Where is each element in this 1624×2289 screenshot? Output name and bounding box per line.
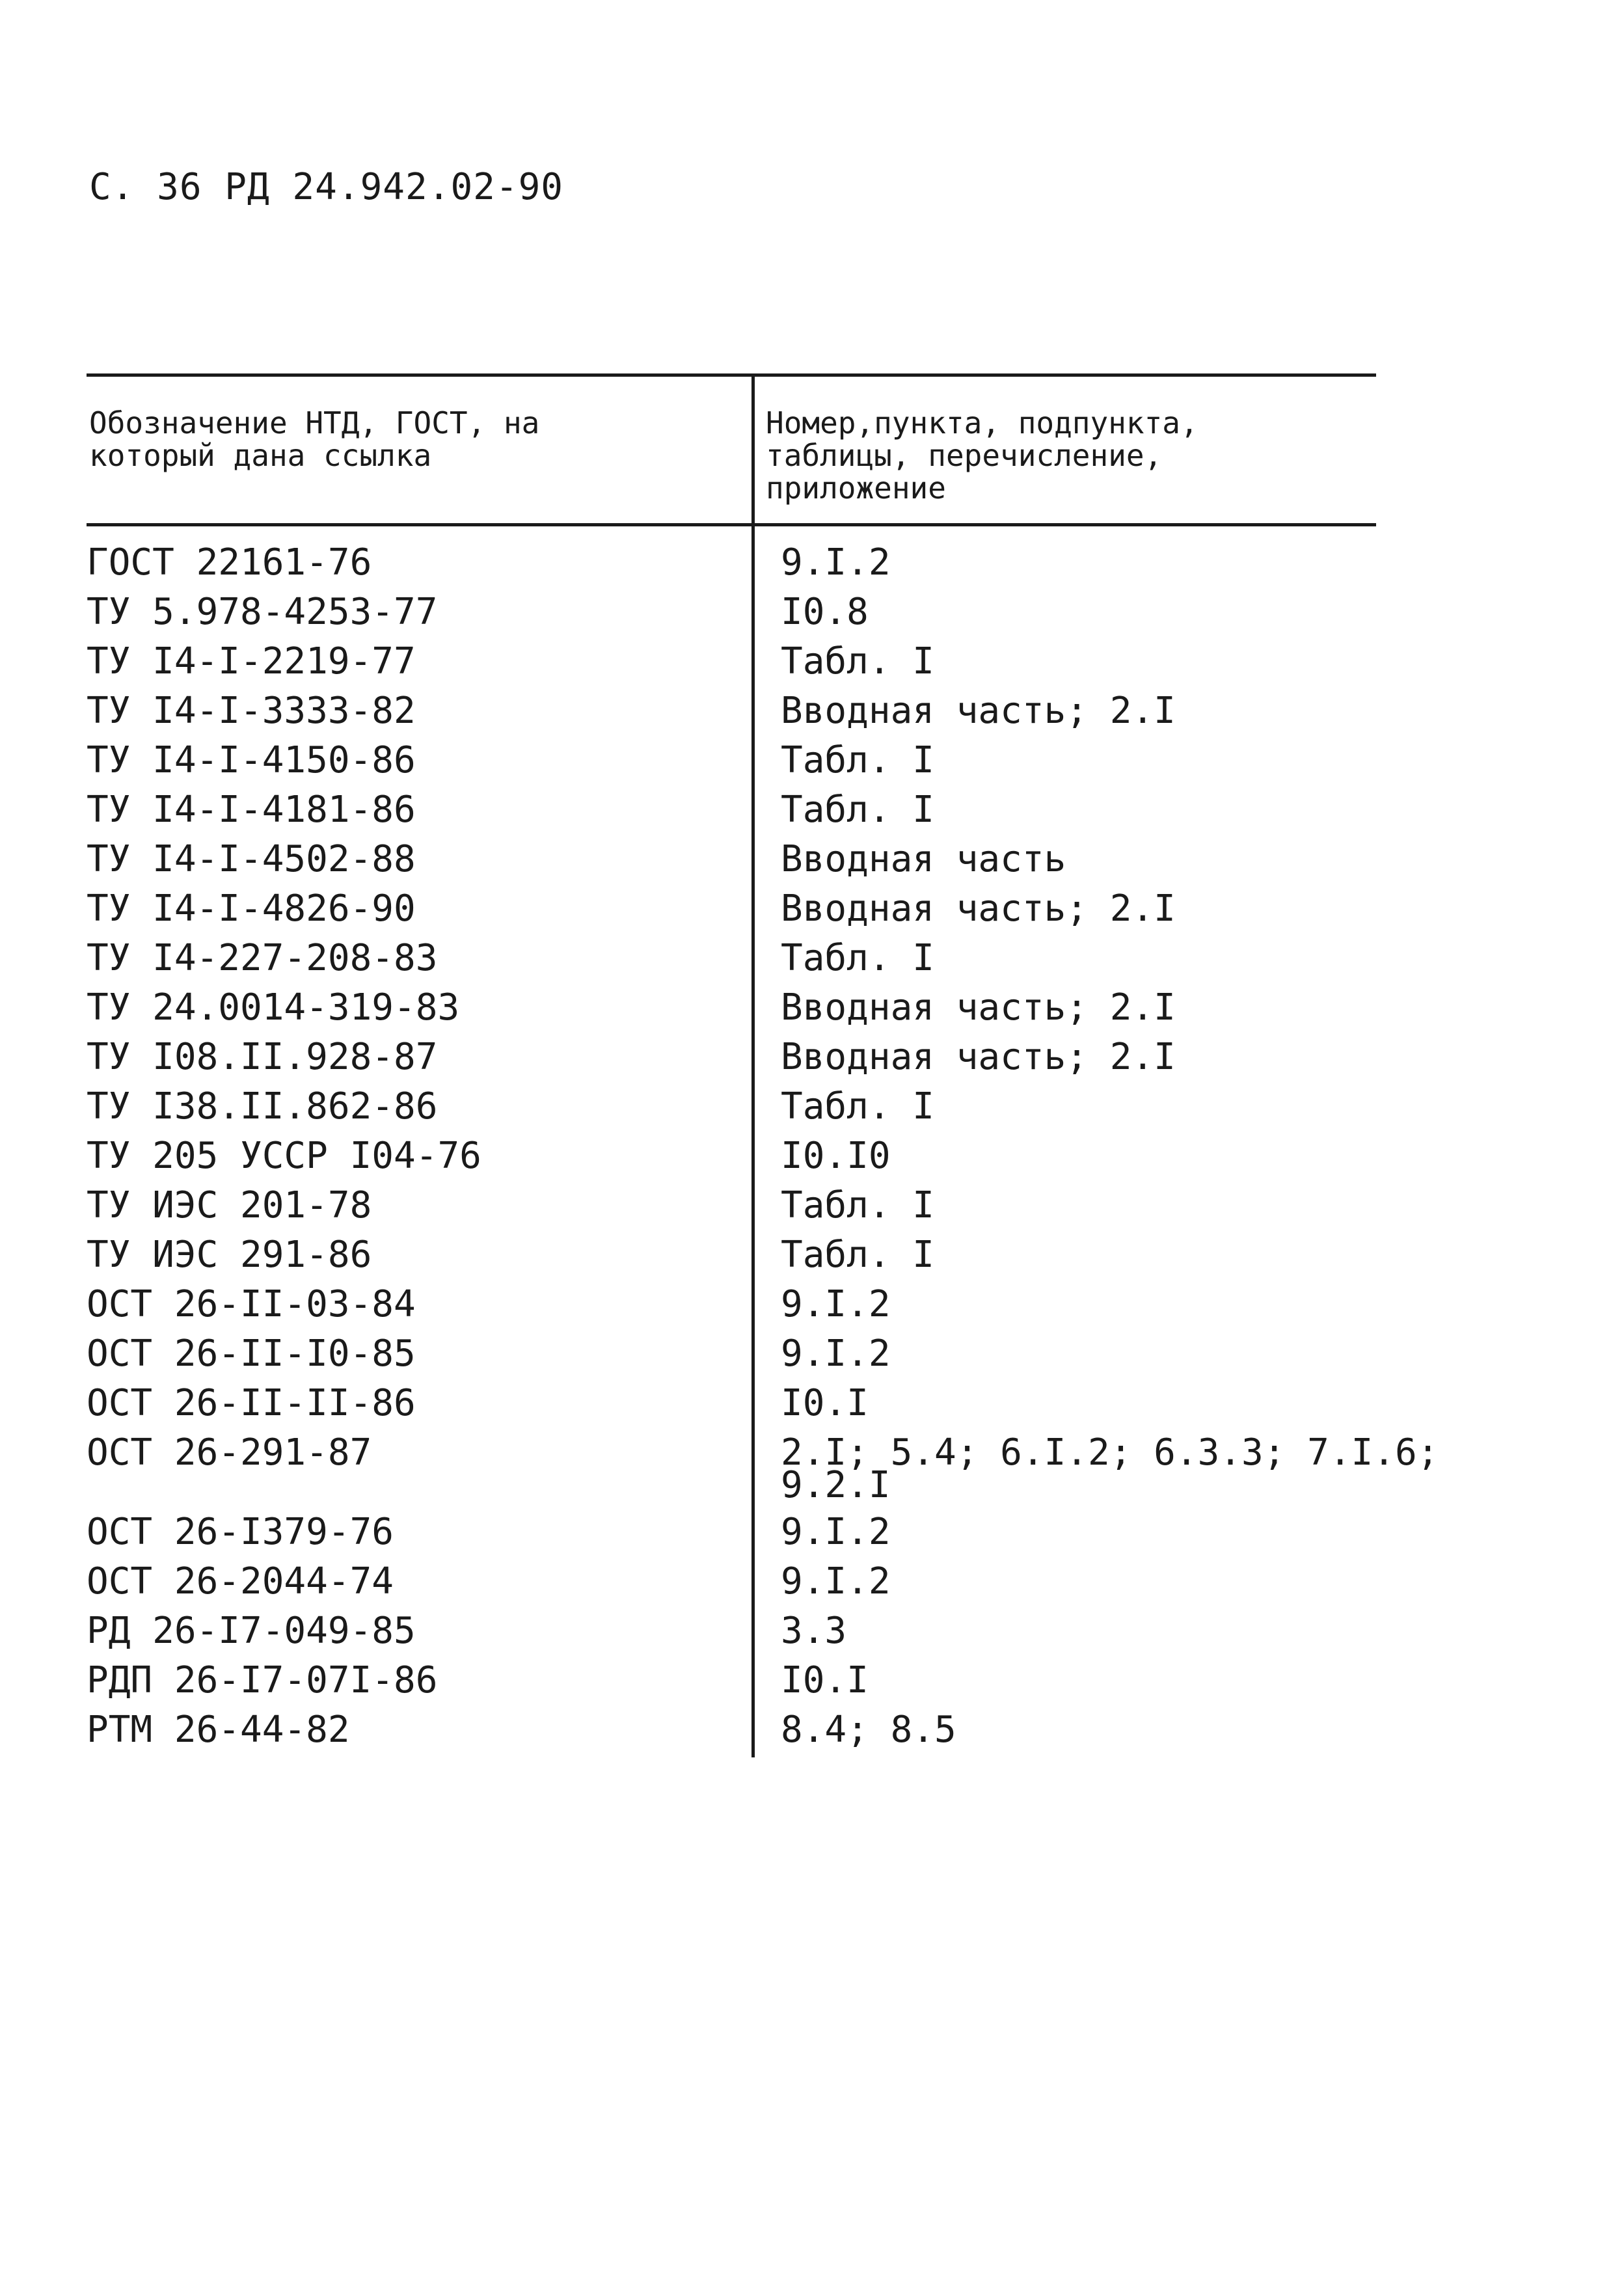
reference-cell: ТУ 24.0014-319-83 (87, 986, 460, 1029)
table-row (0, 1283, 1624, 1338)
reference-cell: ОСТ 26-291-87 (87, 1431, 372, 1474)
reference-cell: ТУ I4-I-4826-90 (87, 887, 416, 930)
reference-cell: РД 26-I7-049-85 (87, 1610, 416, 1652)
table-row (0, 1135, 1624, 1189)
table-header-rule (87, 523, 1376, 526)
sections-cell: Табл. I (781, 1085, 935, 1128)
reference-cell: ТУ I38.II.862-86 (87, 1085, 438, 1128)
reference-cell: ТУ 205 УССР I04-76 (87, 1135, 481, 1177)
reference-cell: ТУ I4-I-2219-77 (87, 640, 416, 683)
table-row (0, 1085, 1624, 1140)
table-row (0, 1709, 1624, 1763)
table-row (0, 1511, 1624, 1565)
reference-cell: ТУ 5.978-4253-77 (87, 591, 438, 633)
reference-cell: ТУ ИЭС 291-86 (87, 1234, 372, 1276)
sections-cell: Вводная часть (781, 838, 1066, 880)
sections-cell: 9.I.2 (781, 1560, 891, 1603)
table-row (0, 541, 1624, 596)
table-body (0, 541, 1624, 1763)
reference-cell: ТУ I4-I-4502-88 (87, 838, 416, 880)
sections-cell: I0.I (781, 1382, 869, 1424)
table-row (0, 640, 1624, 695)
sections-cell: I0.I0 (781, 1135, 891, 1177)
table-row (0, 1659, 1624, 1714)
table-row (0, 591, 1624, 645)
sections-cell: Вводная часть; 2.I (781, 1036, 1176, 1078)
reference-cell: ТУ ИЭС 201-78 (87, 1184, 372, 1226)
sections-cell: Табл. I (781, 1234, 935, 1276)
table-row (0, 887, 1624, 942)
table-row (0, 937, 1624, 992)
table-row (0, 1333, 1624, 1387)
reference-cell: ТУ I4-227-208-83 (87, 937, 438, 979)
table-row (0, 1382, 1624, 1437)
reference-cell: ГОСТ 22161-76 (87, 541, 372, 584)
sections-cell: I0.8 (781, 591, 869, 633)
sections-cell: Табл. I (781, 739, 935, 781)
table-row (0, 1036, 1624, 1090)
sections-cell: 9.I.2 (781, 1511, 891, 1553)
table-row (0, 838, 1624, 893)
sections-cell: 9.I.2 (781, 1283, 891, 1325)
sections-cell: 9.I.2 (781, 541, 891, 584)
sections-cell: 9.I.2 (781, 1333, 891, 1375)
table-row (0, 789, 1624, 843)
table-row (0, 1234, 1624, 1288)
reference-cell: ТУ I4-I-4150-86 (87, 739, 416, 781)
sections-cell: Вводная часть; 2.I (781, 887, 1176, 930)
sections-cell: Табл. I (781, 640, 935, 683)
sections-cell: Табл. I (781, 789, 935, 831)
table-row (0, 1431, 1624, 1516)
reference-cell: ТУ I08.II.928-87 (87, 1036, 438, 1078)
reference-cell: ОСТ 26-2044-74 (87, 1560, 394, 1603)
reference-cell: ТУ I4-I-4181-86 (87, 789, 416, 831)
page-header: С. 36 РД 24.942.02-90 (89, 166, 564, 208)
table-top-rule (87, 373, 1376, 377)
column-header-reference: Обозначение НТД, ГОСТ, на который дана ссылка (89, 405, 540, 473)
reference-cell: РДП 26-I7-07I-86 (87, 1659, 438, 1701)
table-row (0, 1610, 1624, 1664)
sections-cell: 3.3 (781, 1610, 847, 1652)
reference-cell: ОСТ 26-II-03-84 (87, 1283, 416, 1325)
table-row (0, 690, 1624, 744)
column-header-sections: Номер,пункта, подпункта, таблицы, перечисление, приложение (766, 405, 1198, 506)
sections-cell: 8.4; 8.5 (781, 1709, 956, 1751)
sections-cell: I0.I (781, 1659, 869, 1701)
sections-cell: Вводная часть; 2.I (781, 690, 1176, 732)
reference-cell: ТУ I4-I-3333-82 (87, 690, 416, 732)
reference-cell: ОСТ 26-II-I0-85 (87, 1333, 416, 1375)
table-row (0, 986, 1624, 1041)
reference-cell: ОСТ 26-I379-76 (87, 1511, 394, 1553)
reference-cell: РТМ 26-44-82 (87, 1709, 350, 1751)
table-row (0, 739, 1624, 794)
sections-cell: 2.I; 5.4; 6.I.2; 6.3.3; 7.I.6; 9.2.I (781, 1431, 1439, 1506)
table-row (0, 1560, 1624, 1615)
reference-cell: ОСТ 26-II-II-86 (87, 1382, 416, 1424)
sections-cell: Табл. I (781, 937, 935, 979)
sections-cell: Вводная часть; 2.I (781, 986, 1176, 1029)
table-row (0, 1184, 1624, 1239)
sections-cell: Табл. I (781, 1184, 935, 1226)
